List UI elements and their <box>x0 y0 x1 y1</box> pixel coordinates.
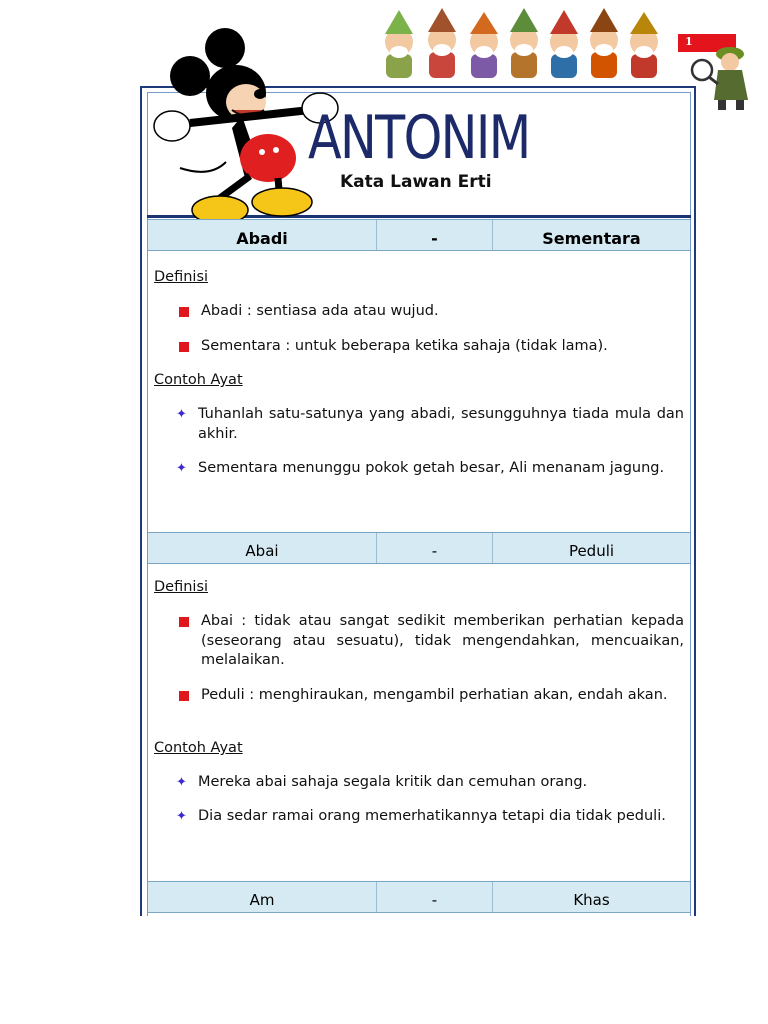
word: Am <box>148 882 377 912</box>
definition-text: Peduli : menghiraukan, mengambil perhatian akan, endah akan. <box>201 687 668 703</box>
definition-item <box>178 337 684 357</box>
red-square-bullet-icon <box>179 307 189 317</box>
definition-text: Abai : tidak atau sangat sedikit memberikan perhatian kepada (seseorang atau sesuatu), tidak mengendahkan, mencuaikan, melalaikan. <box>201 613 684 668</box>
red-square-bullet-icon <box>179 691 189 701</box>
word-pair-row <box>148 219 690 251</box>
definition-item <box>178 686 684 706</box>
word-pair-row <box>148 881 690 913</box>
pair-dash: - <box>377 882 493 912</box>
red-square-bullet-icon <box>179 617 189 627</box>
antonym: Khas <box>573 891 610 909</box>
antonym: Sementara <box>542 228 641 248</box>
page-subtitle: Kata Lawan Erti <box>340 172 492 192</box>
example-text: Mereka abai sahaja segala kritik dan cemuhan orang. <box>198 774 588 790</box>
red-square-bullet-icon <box>179 342 189 352</box>
example-item <box>178 807 684 827</box>
example-text: Dia sedar ramai orang memerhatikannya tetapi dia tidak peduli. <box>198 808 666 824</box>
definition-text: Abadi : sentiasa ada atau wujud. <box>201 303 439 319</box>
definition-item <box>178 302 684 322</box>
definition-heading: Definisi <box>154 579 209 595</box>
page-number: 1 <box>685 35 693 48</box>
word: Abai <box>148 533 377 563</box>
example-item <box>178 405 684 444</box>
seven-dwarfs-illustration <box>374 2 674 84</box>
pair-dash: - <box>377 533 493 563</box>
example-heading: Contoh Ayat <box>154 372 243 388</box>
example-text: Tuhanlah satu-satunya yang abadi, sesungguhnya tiada mula dan akhir. <box>198 406 684 442</box>
example-text: Sementara menunggu pokok getah besar, Ali menanam jagung. <box>198 460 665 476</box>
example-item <box>178 459 684 479</box>
purple-star-bullet-icon: ✦ <box>176 775 187 790</box>
definition-heading: Definisi <box>154 269 209 285</box>
definition-item <box>178 612 684 671</box>
example-item <box>178 773 684 793</box>
purple-star-bullet-icon: ✦ <box>176 809 187 824</box>
word: Abadi <box>148 220 377 250</box>
example-heading: Contoh Ayat <box>154 740 243 756</box>
detective-illustration <box>684 40 764 112</box>
page-title: ANTONIM <box>308 103 530 173</box>
word-pair-row <box>148 532 690 564</box>
pair-dash: - <box>377 220 493 250</box>
definition-text: Sementara : untuk beberapa ketika sahaja (tidak lama). <box>201 338 608 354</box>
purple-star-bullet-icon: ✦ <box>176 407 187 422</box>
antonym: Peduli <box>568 542 615 560</box>
purple-star-bullet-icon: ✦ <box>176 461 187 476</box>
